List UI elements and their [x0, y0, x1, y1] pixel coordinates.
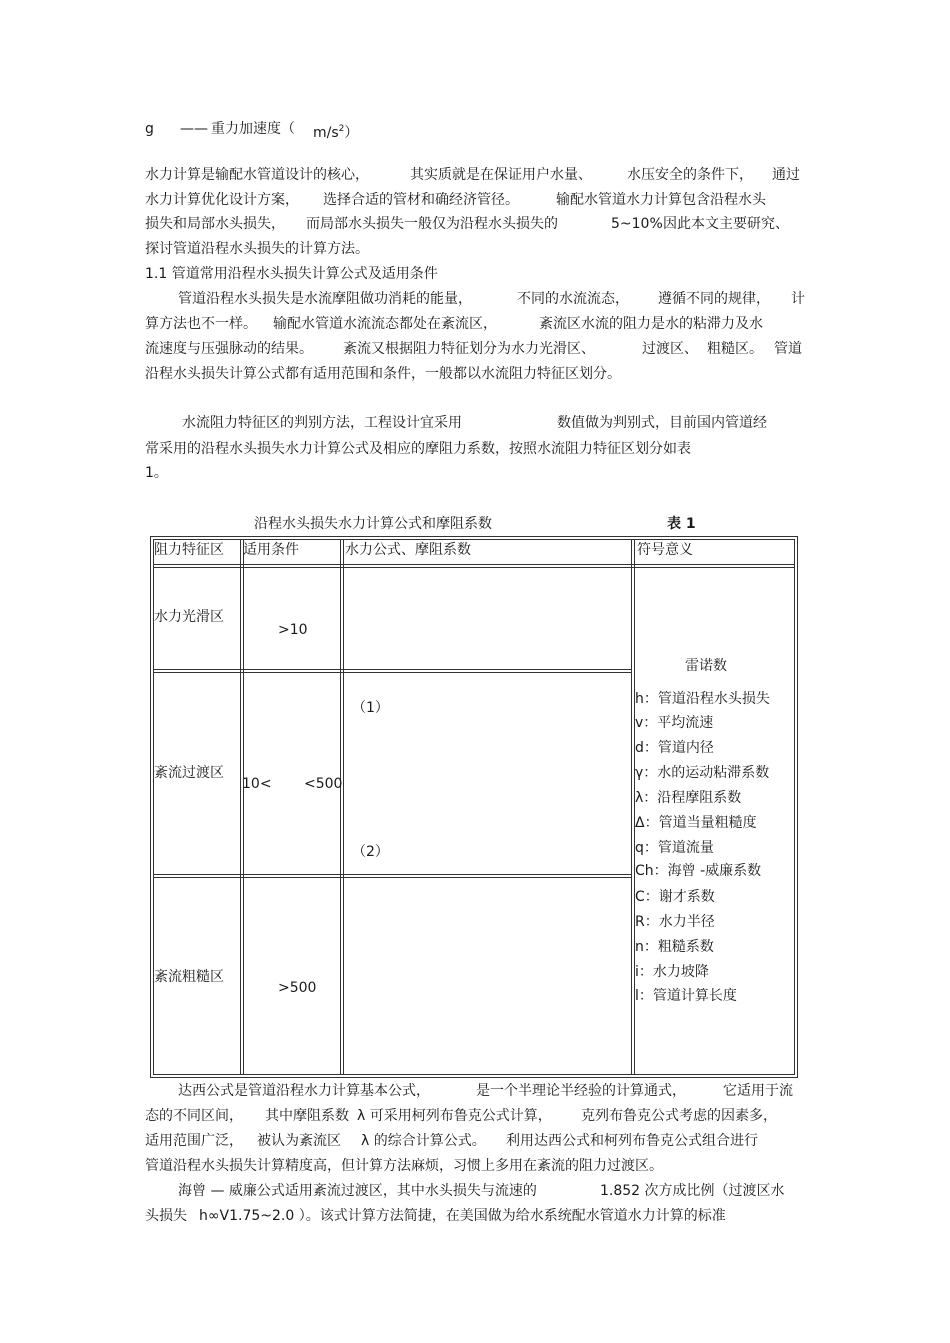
text-fragment: 计: [791, 291, 805, 307]
text-fragment: 紊流区水流的阻力是水的粘滞力及水: [539, 316, 763, 332]
table-border: [150, 1077, 798, 1078]
symbol-item: h：管道沿程水头损失: [635, 691, 770, 707]
symbol-item: v：平均流速: [635, 715, 714, 731]
symbol-item: Δ：管道当量粗糙度: [635, 815, 757, 831]
symbol-item: d：管道内径: [635, 740, 714, 756]
text-fragment: 它适用于流: [723, 1083, 793, 1099]
zone-transition: 紊流过渡区: [154, 765, 224, 781]
symbol-item: γ：水的运动粘滞系数: [635, 765, 770, 781]
text-fragment: 适用范围广泛，: [145, 1133, 243, 1149]
symbol-dash: ——: [180, 121, 208, 137]
text-fragment: h∞V1.75~2.0 ）。该式计算方法简捷，在美国做为给水系统配水管道水力计算的标准: [199, 1208, 726, 1224]
text-fragment: 常采用的沿程水头损失水力计算公式及相应的摩阻力系数，按照水流阻力特征区划分如表: [145, 441, 691, 457]
text-fragment: 遵循不同的规律，: [658, 291, 770, 307]
text-fragment: λ 可采用柯列布鲁克公式计算，: [357, 1108, 552, 1124]
condition-transition-high: <500: [304, 776, 343, 792]
table-border: [631, 539, 632, 1075]
text-fragment: 克列布鲁克公式考虑的因素多，: [581, 1108, 777, 1124]
symbol-item: n：粗糙系数: [635, 939, 714, 955]
text-fragment: 算方法也不一样。: [145, 316, 257, 332]
table-border: [794, 539, 795, 1075]
unit: $m/s^2$）: [313, 124, 359, 141]
symbol-item: C：谢才系数: [635, 889, 715, 905]
table-border: [343, 539, 344, 1075]
table-border: [340, 539, 341, 1075]
text-fragment: 头损失: [145, 1208, 187, 1224]
text-fragment: 水力计算是输配水管道设计的核心，: [145, 167, 369, 183]
text-fragment: 管道: [774, 341, 802, 357]
text-fragment: 达西公式是管道沿程水力计算基本公式，: [178, 1083, 430, 1099]
text-fragment: 不同的水流流态，: [517, 291, 629, 307]
text-fragment: 5~10%: [611, 216, 663, 232]
text-fragment: 被认为紊流区: [257, 1133, 341, 1149]
symbol-item: Ch：海曾 -威廉系数: [635, 863, 762, 879]
symbol-item: l：管道计算长度: [635, 988, 737, 1004]
text-fragment: 水流阻力特征区的判别方法，工程设计宜采用: [182, 415, 462, 431]
condition-smooth: >10: [278, 622, 308, 638]
table-border: [150, 536, 151, 1078]
text-fragment: 海曾 — 威廉公式适用紊流过渡区，其中水头损失与流速的: [178, 1183, 537, 1199]
text-fragment: 沿程水头损失计算公式都有适用范围和条件，一般都以水流阻力特征区划分。: [145, 366, 621, 382]
text-fragment: 流速度与压强脉动的结果。: [145, 341, 313, 357]
text-fragment: 利用达西公式和柯列布鲁克公式组合进行: [506, 1133, 758, 1149]
symbols-title: 雷诺数: [685, 658, 727, 674]
symbol-item: q：管道流量: [635, 840, 714, 856]
text-fragment: 是一个半理论半经验的计算通式，: [476, 1083, 686, 1099]
table-caption: 沿程水头损失水力计算公式和摩阻系数: [254, 516, 492, 532]
text-fragment: 其中摩阻系数: [265, 1108, 349, 1124]
text-fragment: 通过: [772, 167, 800, 183]
text-fragment: 因此本文主要研究、: [663, 216, 789, 232]
symbol-g: g: [145, 121, 154, 137]
table-label: 表 1: [667, 516, 696, 532]
text-fragment: 其实质就是在保证用户水量、: [410, 167, 592, 183]
zone-smooth: 水力光滑区: [154, 609, 224, 625]
section-title: 1.1 管道常用沿程水头损失计算公式及适用条件: [145, 266, 438, 282]
symbol-item: i：水力坡降: [635, 964, 709, 980]
symbol-desc: 重力加速度（: [211, 121, 295, 137]
text-fragment: 水力计算优化设计方案，: [145, 192, 299, 208]
header-zone: 阻力特征区: [154, 542, 224, 558]
table-border: [153, 539, 795, 540]
table-border: [153, 672, 632, 673]
text-fragment: 探讨管道沿程水头损失的计算方法。: [145, 241, 369, 257]
table-border: [243, 539, 244, 1075]
text-fragment: 过渡区、: [642, 341, 698, 357]
text-fragment: 紊流又根据阻力特征划分为水力光滑区、: [343, 341, 595, 357]
text-fragment: 管道沿程水头损失计算精度高，但计算方法麻烦，习惯上多用在紊流的阻力过渡区。: [145, 1158, 663, 1174]
text-fragment: 1.852 次方成比例（过渡区水: [600, 1183, 785, 1199]
table-border: [240, 539, 241, 1075]
text-fragment: 管道沿程水头损失是水流摩阻做功消耗的能量，: [178, 291, 472, 307]
text-fragment: 数值做为判别式，目前国内管道经: [557, 415, 767, 431]
zone-rough: 紊流粗糙区: [154, 969, 224, 985]
condition-transition-low: 10<: [242, 776, 272, 792]
table-border: [150, 536, 798, 537]
text-fragment: 粗糙区。: [707, 341, 763, 357]
table-border: [153, 1074, 795, 1075]
table-border: [153, 874, 632, 875]
text-fragment: 损失和局部水头损失，: [145, 216, 285, 232]
text-fragment: 选择合适的管材和确经济管径。: [323, 192, 519, 208]
formula-label-2: （2）: [352, 844, 389, 860]
table-border: [153, 669, 632, 670]
text-fragment: 输配水管道水力计算包含沿程水头: [556, 192, 766, 208]
text-fragment: λ 的综合计算公式。: [361, 1133, 486, 1149]
symbol-item: λ：沿程摩阻系数: [635, 790, 742, 806]
table-border: [797, 536, 798, 1078]
header-condition: 适用条件: [243, 542, 299, 558]
formula-label-1: （1）: [352, 700, 389, 716]
table-border: [153, 564, 795, 565]
text-fragment: 而局部水头损失一般仅为沿程水头损失的: [306, 216, 558, 232]
header-formula: 水力公式、摩阻系数: [345, 542, 471, 558]
text-fragment: 1。: [145, 465, 168, 481]
text-fragment: 输配水管道水流流态都处在紊流区，: [273, 316, 497, 332]
table-border: [153, 567, 795, 568]
text-fragment: 态的不同区间，: [145, 1108, 243, 1124]
header-symbols: 符号意义: [637, 542, 693, 558]
text-fragment: 水压安全的条件下，: [627, 167, 753, 183]
table-border: [153, 877, 632, 878]
condition-rough: >500: [278, 980, 317, 996]
symbol-item: R：水力半径: [635, 914, 715, 930]
